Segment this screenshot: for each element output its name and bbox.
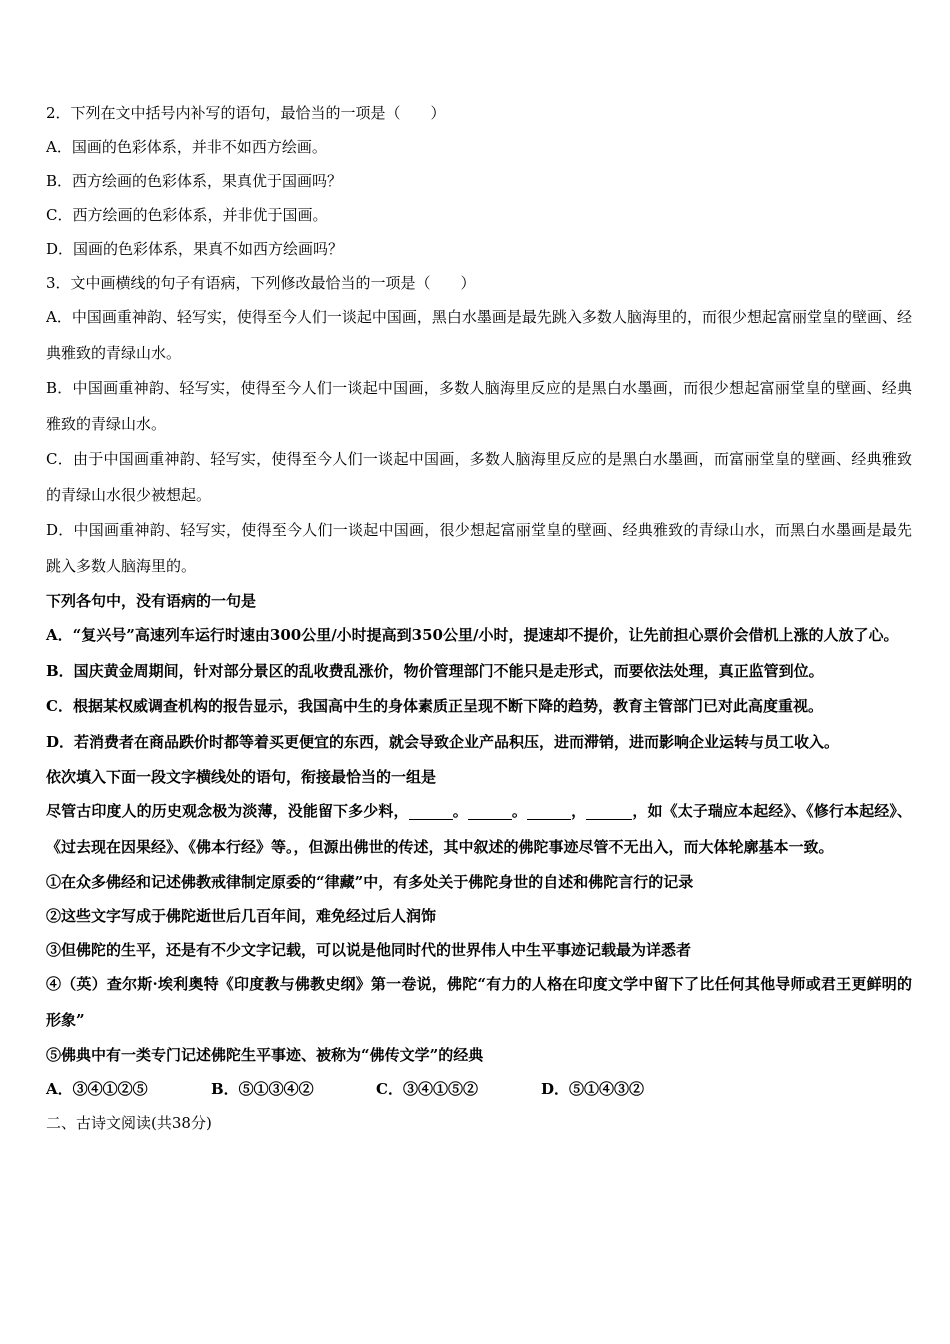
q4-stem: 下列各句中，没有语病的一句是 xyxy=(46,592,257,610)
q2-stem: 2．下列在文中括号内补写的语句，最恰当的一项是（ ） xyxy=(46,104,446,122)
q5-blank-4 xyxy=(586,803,632,820)
q5-option-c: C．③④①⑤② xyxy=(376,1080,478,1098)
q3-option-a: A．中国画重神韵、轻写实，使得至今人们一谈起中国画，黑白水墨画是最先跳入多数人脑海里的，而很少想起富丽堂皇的壁画、经典雅致的青绿山水。 xyxy=(46,308,912,362)
q5-passage-start: 尽管古印度人的历史观念极为淡薄，没能留下多少料， xyxy=(46,802,409,820)
q2-option-a: A．国画的色彩体系，并非不如西方绘画。 xyxy=(46,138,327,156)
q4-option-d: D．若消费者在商品跌价时都等着买更便宜的东西，就会导致企业产品积压，进而滞销，进而影响企业运转与员工收入。 xyxy=(46,732,840,751)
q5-sentence-2: ②这些文字写成于佛陀逝世后几百年间，难免经过后人润饰 xyxy=(46,907,437,925)
q5-option-d: D．⑤①④③② xyxy=(541,1080,645,1098)
q4-option-c: C．根据某权威调查机构的报告显示，我国高中生的身体素质正呈现不断下降的趋势，教育主管部门已对此高度重视。 xyxy=(46,697,823,715)
q5-blank-1 xyxy=(409,803,453,820)
q5-passage-end: ，如《太子瑞应本起经》、《修行本起经》、《过去现在因果经》、《佛本行经》等。，但源出佛世的传述，其中叙述的佛陀事迹尽管不无出入，而大体轮廓基本一致。 xyxy=(46,802,912,856)
section-heading: 二、古诗文阅读(共38分) xyxy=(46,1114,212,1132)
q3-option-c: C．由于中国画重神韵、轻写实，使得至今人们一谈起中国画，多数人脑海里反应的是黑白水墨画，而富丽堂皇的壁画、经典雅致的青绿山水很少被想起。 xyxy=(46,450,912,504)
q5-sentence-5: ⑤佛典中有一类专门记述佛陀生平事迹、被称为“佛传文学”的经典 xyxy=(46,1046,484,1064)
q5-options xyxy=(46,1072,912,1106)
q5-sep-2: 。 xyxy=(511,802,528,820)
q5-option-a: A．③④①②⑤ xyxy=(46,1080,148,1098)
q5-sentence-4: ④（英）查尔斯·埃利奥特《印度教与佛教史纲》第一卷说，佛陀“有力的人格在印度文学中留下了比任何其他导师或君王更鲜明的形象” xyxy=(46,975,912,1029)
q5-sentence-3: ③但佛陀的生平，还是有不少文字记载，可以说是他同时代的世界伟人中生平事迹记载最为详悉者 xyxy=(46,941,692,959)
q5-sep-3: ， xyxy=(571,802,587,820)
q5-option-b: B．⑤①③④② xyxy=(211,1080,314,1098)
q2-option-b: B．西方绘画的色彩体系，果真优于国画吗？ xyxy=(46,172,343,190)
q2-option-c: C．西方绘画的色彩体系，并非优于国画。 xyxy=(46,206,328,224)
exam-page xyxy=(46,96,912,1140)
q5-stem: 依次填入下面一段文字横线处的语句，衔接最恰当的一组是 xyxy=(46,768,437,786)
q3-option-d: D．中国画重神韵、轻写实，使得至今人们一谈起中国画，很少想起富丽堂皇的壁画、经典雅致的青绿山水，而黑白水墨画是最先跳入多数人脑海里的。 xyxy=(46,521,912,575)
q4-option-a: A．“复兴号”高速列车运行时速由300公里/小时提高到350公里/小时，提速却不提价，让先前担心票价会借机上涨的人放了心。 xyxy=(46,626,899,644)
q3-stem: 3．文中画横线的句子有语病，下列修改最恰当的一项是（ ） xyxy=(46,274,476,292)
q5-blank-3 xyxy=(527,803,571,820)
q5-blank-2 xyxy=(468,803,512,820)
q3-option-b: B．中国画重神韵、轻写实，使得至今人们一谈起中国画，多数人脑海里反应的是黑白水墨画，而很少想起富丽堂皇的壁画、经典雅致的青绿山水。 xyxy=(46,379,912,433)
q2-option-d: D．国画的色彩体系，果真不如西方绘画吗？ xyxy=(46,240,344,258)
q5-sep-1: 。 xyxy=(452,802,468,820)
q5-sentence-1: ①在众多佛经和记述佛教戒律制定原委的“律藏”中，有多处关于佛陀身世的自述和佛陀言行的记录 xyxy=(46,873,694,891)
q4-option-b: B．国庆黄金周期间，针对部分景区的乱收费乱涨价，物价管理部门不能只是走形式，而要依法处理，真正监管到位。 xyxy=(46,661,824,680)
q5-passage xyxy=(46,794,912,865)
